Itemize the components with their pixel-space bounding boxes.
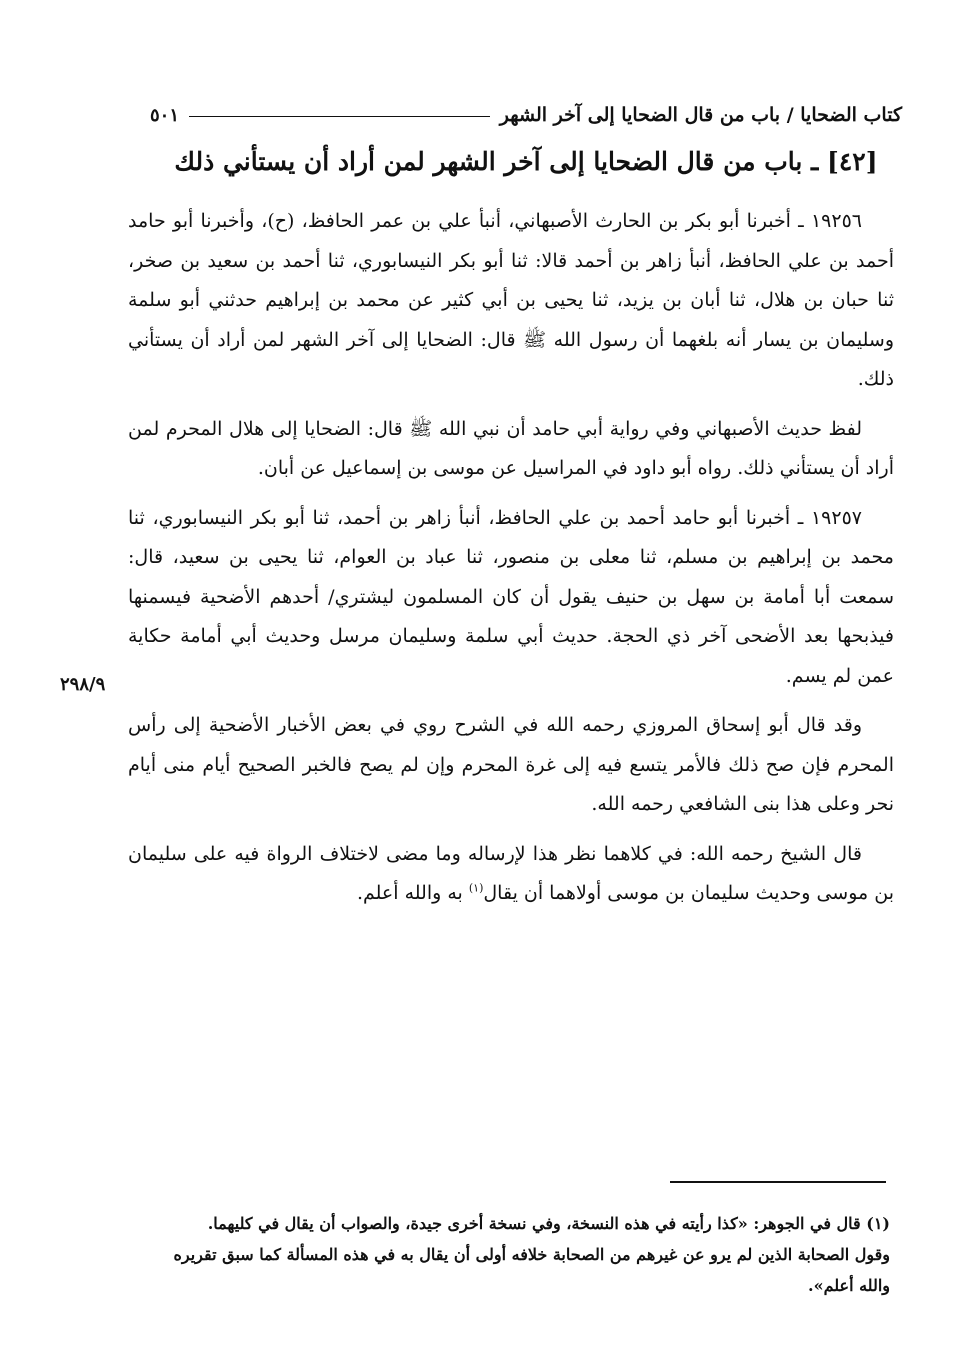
commentary-paragraph: وقد قال أبو إسحاق المروزي رحمه الله في الشرح روي في بعض الأخبار الأضحية إلى رأس المحرم فإن صح ذلك فالأمر يتسع فيه إلى غرة المحرم وإن لم يصح فالخبر الصحيح أيام منى أيام نحر وعلى هذا بنى الشافعي رحمه الله. — [128, 714, 894, 815]
chapter-heading: [٤٢] ـ باب من قال الضحايا إلى آخر الشهر لمن أراد أن يستأني ذلك — [174, 147, 878, 176]
running-header — [150, 92, 902, 126]
hadith-19257: ١٩٢٥٧ ـ أخبرنا أبو حامد أحمد بن علي الحافظ، أنبأ زاهر بن أحمد، ثنا أبو بكر النيسابوري، ثنا محمد بن إبراهيم بن مسلم، ثنا معلى بن منصور، ثنا عباد بن العوام، ثنا يحيى بن سعيد، قال: سمعت أبا أمامة بن سهل بن حنيف يقول أن كان المسلمون ليشتري/ أحدهم الأضحية فيسمنها فيذبحها بعد الأضحى آخر ذي الحجة. حديث أبي سلمة وسليمان مرسل وحديث أبي أمامة حكاية عمن لم يسم. — [128, 506, 894, 687]
main-text — [128, 202, 894, 924]
conclusion-text: قال الشيخ رحمه الله: في كلاهما نظر هذا لإرساله وما مضى لاختلاف الرواة فيه على سليمان بن موسى وحديث سليمان بن موسى أولاهما أن يقال — [128, 842, 894, 904]
footnote-1: (١) قال في الجوهر: «كذا رأيته في هذه النسخة، وفي نسخة أخرى جيدة، والصواب أن يقال في كليهما. — [207, 1214, 890, 1233]
footnotes — [150, 1208, 890, 1301]
commentary-paragraph: لفظ حديث الأصبهاني وفي رواية أبي حامد أن نبي الله ﷺ قال: الضحايا إلى هلال المحرم لمن أراد أن يستأني ذلك. رواه أبو داود في المراسيل عن موسى بن إسماعيل عن أبان. — [128, 417, 894, 479]
footnote-1-continued: وقول الصحابة الذين لم يرو عن غيرهم من الصحابة خلافه أولى أن يقال به في هذه المسألة كما سبق تقريره والله أعلم». — [173, 1245, 890, 1295]
running-title: كتاب الضحايا / باب من قال الضحايا إلى آخر الشهر — [499, 104, 902, 126]
footnote-marker[interactable]: (١) — [468, 881, 484, 895]
margin-volume-page-reference: ٢٩٨/٩ — [60, 674, 106, 695]
page-number: ٥٠١ — [150, 105, 180, 126]
footnote-separator — [670, 1181, 886, 1183]
conclusion-text-end: به والله أعلم. — [356, 882, 469, 904]
hadith-19256: ١٩٢٥٦ ـ أخبرنا أبو بكر بن الحارث الأصبهاني، أنبأ علي بن عمر الحافظ، (ح)، وأخبرنا أبو حامد أحمد بن علي الحافظ، أنبأ زاهر بن أحمد قالا: ثنا أبو بكر النيسابوري، ثنا أحمد بن سعيد بن صخر، ثنا حبان بن هلال، ثنا أبان بن يزيد، ثنا يحيى بن أبي كثير عن محمد بن إبراهيم حدثني أبو سلمة وسليمان بن يسار أنه بلغهما أن رسول الله ﷺ قال: الضحايا إلى آخر الشهر لمن أراد أن يستأني ذلك. — [128, 210, 894, 390]
header-rule — [189, 116, 490, 117]
sheikh-conclusion — [128, 835, 894, 914]
